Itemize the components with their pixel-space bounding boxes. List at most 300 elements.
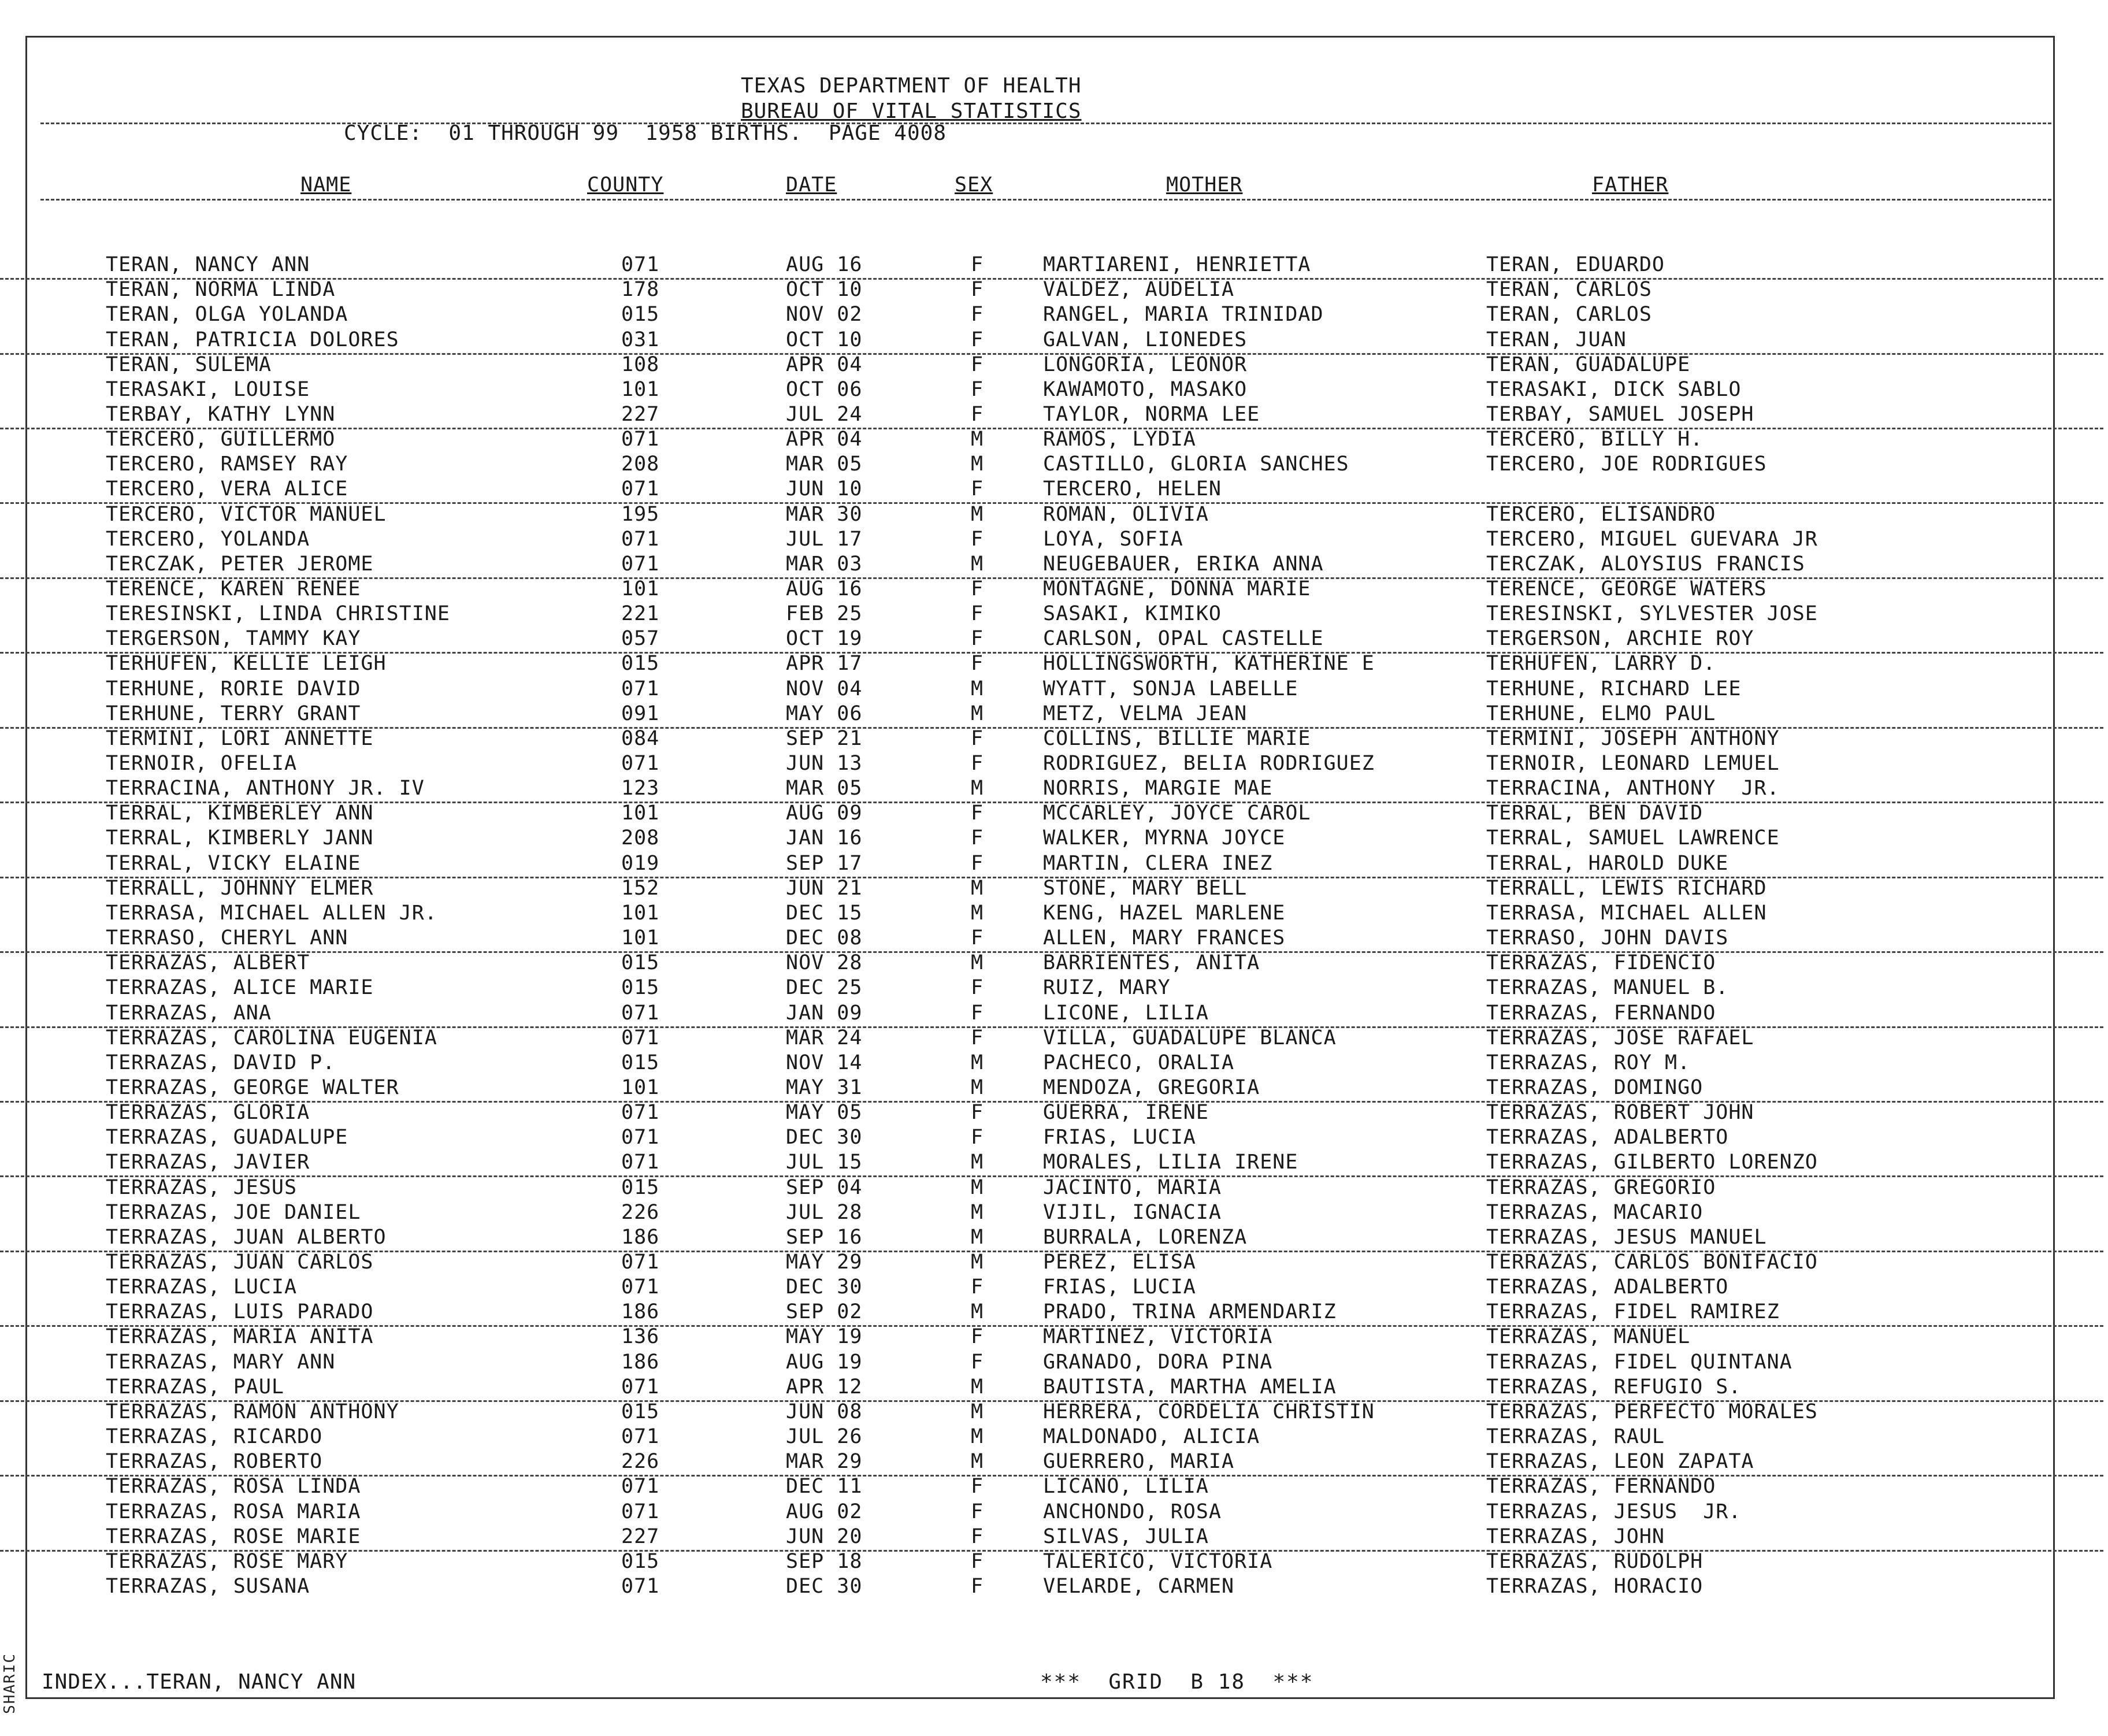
cell-name: TERNOIR, OFELIA [106,752,298,775]
cell-sex: F [971,851,984,875]
cell-county: 057 [621,627,660,651]
cell-date: MAR 03 [786,552,863,576]
cell-name: TERAN, PATRICIA DOLORES [106,328,399,351]
cell-sex: F [971,1101,984,1125]
cell-sex: M [971,1251,984,1274]
cell-father: TERHUNE, ELMO PAUL [1486,702,1716,725]
cell-sex: F [971,278,984,302]
cell-sex: M [971,1225,984,1249]
cell-county: 227 [621,402,660,426]
cell-date: DEC 15 [786,901,863,925]
cell-father: TERASAKI, DICK SABLO [1486,377,1742,401]
table-row [0,403,2103,429]
cell-mother: HOLLINGSWORTH, KATHERINE E [1043,652,1375,676]
cell-sex: F [971,602,984,626]
cell-name: TERRAZAS, JUAN CARLOS [106,1251,374,1274]
cell-county: 071 [621,253,660,276]
cell-sex: M [971,1450,984,1474]
cell-date: SEP 18 [786,1549,863,1573]
table-row [0,1051,2103,1076]
cell-sex: F [971,1275,984,1299]
cell-father: TERRAZAS, JOHN [1486,1524,1665,1548]
table-row [0,1500,2103,1525]
cell-mother: TERCERO, HELEN [1043,477,1222,501]
table-row [0,1425,2103,1450]
cell-county: 071 [621,1500,660,1523]
cell-sex: M [971,452,984,476]
cell-father: TERAN, CARLOS [1486,278,1652,302]
cell-county: 084 [621,726,660,750]
column-header-date: DATE [786,173,837,196]
cell-father: TERRAZAS, CARLOS BONIFACIO [1486,1251,1818,1274]
cell-date: JUL 26 [786,1425,863,1449]
cell-name: TERRAZAS, GEORGE WALTER [106,1076,399,1099]
cell-name: TERAN, SULEMA [106,353,272,376]
cell-date: JAN 09 [786,1001,863,1025]
cell-name: TERRAZAS, SUSANA [106,1574,310,1598]
cell-county: 221 [621,602,660,626]
cell-sex: M [971,428,984,451]
cell-county: 071 [621,1574,660,1598]
table-row [0,727,2103,752]
cell-mother: LICONE, LILIA [1043,1001,1209,1025]
cell-name: TERRAZAS, JOE DANIEL [106,1200,361,1224]
cell-name: TERRAZAS, ALICE MARIE [106,976,374,1000]
cell-county: 071 [621,1475,660,1498]
cell-mother: WALKER, MYRNA JOYCE [1043,826,1286,850]
cell-date: AUG 16 [786,577,863,600]
cell-mother: RAMOS, LYDIA [1043,428,1196,451]
cell-father: TERCERO, MIGUEL GUEVARA JR [1486,527,1818,551]
cell-mother: RUIZ, MARY [1043,976,1171,1000]
cell-father: TERNOIR, LEONARD LEMUEL [1486,752,1780,775]
cell-father: TERRAZAS, RAUL [1486,1425,1665,1449]
table-row [0,777,2103,803]
cell-mother: GRANADO, DORA PINA [1043,1350,1273,1374]
cell-county: 071 [621,1101,660,1125]
cell-sex: F [971,802,984,825]
cell-father: TERHUNE, RICHARD LEE [1486,677,1742,700]
cell-name: TERCZAK, PETER JEROME [106,552,374,576]
cell-name: TERRAZAS, ALBERT [106,951,310,975]
cell-name: TERENCE, KAREN RENEE [106,577,361,600]
cell-date: OCT 06 [786,377,863,401]
cell-sex: M [971,901,984,925]
cell-date: NOV 02 [786,303,863,327]
table-row [0,826,2103,851]
cell-father: TERRAZAS, ROBERT JOHN [1486,1101,1754,1125]
cell-name: TERRAZAS, MARIA ANITA [106,1325,374,1349]
cell-mother: BAUTISTA, MARTHA AMELIA [1043,1375,1337,1399]
cell-name: TERRAZAS, ROBERTO [106,1450,323,1474]
cell-mother: MARTIN, CLERA INEZ [1043,851,1273,875]
cell-mother: MONTAGNE, DONNA MARIE [1043,577,1311,600]
cell-name: TERCERO, VERA ALICE [106,477,348,501]
cell-name: TERRAZAS, CAROLINA EUGENIA [106,1026,437,1049]
cell-county: 108 [621,353,660,376]
cell-sex: M [971,951,984,975]
cell-father: TERRAZAS, RUDOLPH [1486,1549,1704,1573]
cell-name: TERRAZAS, ROSA LINDA [106,1475,361,1498]
cell-father: TERRAZAS, GILBERTO LORENZO [1486,1151,1818,1174]
table-row [0,677,2103,702]
table-row [0,328,2103,355]
cell-name: TERRAZAS, GUADALUPE [106,1126,348,1149]
cell-mother: VILLA, GUADALUPE BLANCA [1043,1026,1337,1049]
cell-mother: RODRIGUEZ, BELIA RODRIGUEZ [1043,752,1375,775]
cell-county: 208 [621,452,660,476]
cell-mother: PRADO, TRINA ARMENDARIZ [1043,1300,1337,1324]
cell-name: TERRAZAS, RAMON ANTHONY [106,1400,399,1423]
cell-sex: F [971,377,984,401]
cell-mother: GALVAN, LIONEDES [1043,328,1248,351]
cell-mother: MENDOZA, GREGORIA [1043,1076,1260,1099]
cell-date: DEC 25 [786,976,863,1000]
cell-sex: F [971,627,984,651]
cell-name: TERCERO, RAMSEY RAY [106,452,348,476]
cell-mother: MCCARLEY, JOYCE CAROL [1043,802,1311,825]
cell-father: TERCERO, ELISANDRO [1486,502,1716,526]
cell-mother: FRIAS, LUCIA [1043,1126,1196,1149]
cell-sex: F [971,1350,984,1374]
cell-father: TERRAZAS, MACARIO [1486,1200,1704,1224]
cell-father: TERRAZAS, JESUS JR. [1486,1500,1742,1523]
cell-date: MAY 29 [786,1251,863,1274]
cell-date: JUN 08 [786,1400,863,1423]
cell-county: 071 [621,1375,660,1399]
cell-mother: ANCHONDO, ROSA [1043,1500,1222,1523]
table-row [0,253,2103,280]
cell-father: TERCZAK, ALOYSIUS FRANCIS [1486,552,1805,576]
cell-father: TERMINI, JOSEPH ANTHONY [1486,726,1780,750]
cell-father: TERRAZAS, ADALBERTO [1486,1275,1729,1299]
cell-sex: F [971,752,984,775]
cell-father: TERRAL, BEN DAVID [1486,802,1704,825]
cell-date: MAY 19 [786,1325,863,1349]
header-subtitle: BUREAU OF VITAL STATISTICS [741,99,1082,123]
side-label: SHARIC [1,1653,18,1714]
cell-date: JUN 13 [786,752,863,775]
cell-name: TERRAZAS, JESUS [106,1175,298,1199]
cell-name: TERRACINA, ANTHONY JR. IV [106,777,425,800]
cell-sex: F [971,1026,984,1049]
cell-mother: PEREZ, ELISA [1043,1251,1196,1274]
cell-county: 071 [621,428,660,451]
table-row [0,1525,2103,1552]
cell-county: 071 [621,1425,660,1449]
cell-name: TERRAZAS, DAVID P. [106,1051,336,1074]
cell-county: 208 [621,826,660,850]
table-row [0,1275,2103,1300]
cell-sex: F [971,976,984,1000]
table-row [0,278,2103,303]
cell-mother: LOYA, SOFIA [1043,527,1183,551]
cell-sex: F [971,1126,984,1149]
table-row [0,303,2103,328]
table-row [0,528,2103,552]
table-row [0,1375,2103,1402]
cell-date: AUG 19 [786,1350,863,1374]
cell-county: 071 [621,527,660,551]
cell-county: 101 [621,802,660,825]
cell-mother: STONE, MARY BELL [1043,876,1248,900]
cell-mother: BURRALA, LORENZA [1043,1225,1248,1249]
cell-county: 015 [621,1051,660,1074]
table-row [0,1076,2103,1103]
cell-date: OCT 10 [786,328,863,351]
cell-father: TERRASO, JOHN DAVIS [1486,926,1729,949]
cell-mother: KENG, HAZEL MARLENE [1043,901,1286,925]
cell-county: 227 [621,1524,660,1548]
cell-father: TERRAZAS, FIDENCIO [1486,951,1716,975]
cell-mother: NORRIS, MARGIE MAE [1043,777,1273,800]
cell-sex: M [971,1076,984,1099]
cell-father: TERRAZAS, HORACIO [1486,1574,1704,1598]
cell-sex: F [971,826,984,850]
table-row [0,1201,2103,1226]
cell-date: AUG 16 [786,253,863,276]
cell-sex: F [971,1325,984,1349]
cell-date: DEC 30 [786,1574,863,1598]
cell-county: 136 [621,1325,660,1349]
cell-name: TERRAZAS, JUAN ALBERTO [106,1225,387,1249]
table-row [0,378,2103,403]
cell-name: TERRAZAS, JAVIER [106,1151,310,1174]
cell-date: MAY 31 [786,1076,863,1099]
cell-sex: M [971,702,984,725]
cell-mother: TALERICO, VICTORIA [1043,1549,1273,1573]
cell-sex: F [971,303,984,327]
cell-name: TERRALL, JOHNNY ELMER [106,876,374,900]
cell-sex: M [971,502,984,526]
column-header-county: COUNTY [587,173,664,196]
cell-name: TERCERO, VICTOR MANUEL [106,502,387,526]
table-row [0,503,2103,528]
cell-county: 015 [621,652,660,676]
cell-sex: F [971,253,984,276]
cell-county: 091 [621,702,660,725]
cell-sex: M [971,1375,984,1399]
cell-county: 071 [621,1275,660,1299]
cell-mother: SILVAS, JULIA [1043,1524,1209,1548]
cell-sex: F [971,1001,984,1025]
cell-sex: F [971,1574,984,1598]
cell-mother: MORALES, LILIA IRENE [1043,1151,1298,1174]
cell-sex: M [971,1051,984,1074]
table-row [0,1450,2103,1477]
table-row [0,1325,2103,1350]
cell-father: TERRAZAS, ROY M. [1486,1051,1691,1074]
cell-mother: MARTINEZ, VICTORIA [1043,1325,1273,1349]
cell-father: TERRAZAS, DOMINGO [1486,1076,1704,1099]
table-row [0,1026,2103,1051]
cell-date: APR 12 [786,1375,863,1399]
cell-county: 031 [621,328,660,351]
cell-date: OCT 19 [786,627,863,651]
cell-date: APR 17 [786,652,863,676]
cell-name: TERRAZAS, ANA [106,1001,272,1025]
cell-sex: F [971,1549,984,1573]
cell-name: TERASAKI, LOUISE [106,377,310,401]
cell-mother: HERRERA, CORDELIA CHRISTIN [1043,1400,1375,1423]
cell-county: 226 [621,1200,660,1224]
cell-name: TERRAZAS, ROSA MARIA [106,1500,361,1523]
cell-mother: MARTIARENI, HENRIETTA [1043,253,1311,276]
cell-name: TERGERSON, TAMMY KAY [106,627,361,651]
cell-sex: M [971,677,984,700]
cell-name: TERAN, OLGA YOLANDA [106,303,348,327]
cell-date: JUL 15 [786,1151,863,1174]
cell-mother: LICANO, LILIA [1043,1475,1209,1498]
cell-name: TERBAY, KATHY LYNN [106,402,336,426]
cell-name: TERRAL, KIMBERLEY ANN [106,802,374,825]
cell-name: TERRAZAS, MARY ANN [106,1350,336,1374]
cell-mother: JACINTO, MARIA [1043,1175,1222,1199]
cell-mother: TAYLOR, NORMA LEE [1043,402,1260,426]
cell-father: TERRAZAS, ADALBERTO [1486,1126,1729,1149]
cell-name: TERRAZAS, ROSE MARY [106,1549,348,1573]
cell-date: APR 04 [786,353,863,376]
cell-father: TERRAZAS, GREGORIO [1486,1175,1716,1199]
cell-mother: GUERRERO, MARIA [1043,1450,1235,1474]
cell-name: TERRAZAS, ROSE MARIE [106,1524,361,1548]
cell-name: TERAN, NORMA LINDA [106,278,336,302]
cell-name: TERAN, NANCY ANN [106,253,310,276]
cell-name: TERCERO, YOLANDA [106,527,310,551]
cell-father: TERCERO, JOE RODRIGUES [1486,452,1767,476]
cell-name: TERHUNE, TERRY GRANT [106,702,361,725]
table-row [0,951,2103,976]
cell-sex: M [971,777,984,800]
cell-date: MAY 05 [786,1101,863,1125]
cell-sex: M [971,552,984,576]
cell-date: NOV 04 [786,677,863,700]
cell-sex: F [971,652,984,676]
cell-mother: PACHECO, ORALIA [1043,1051,1235,1074]
table-row [0,1101,2103,1126]
cell-mother: KAWAMOTO, MASAKO [1043,377,1248,401]
cell-sex: F [971,328,984,351]
cell-sex: F [971,402,984,426]
cell-name: TERRASO, CHERYL ANN [106,926,348,949]
cell-date: DEC 08 [786,926,863,949]
cell-father: TERRAZAS, FERNANDO [1486,1001,1716,1025]
cell-father: TERRAL, HAROLD DUKE [1486,851,1729,875]
table-row [0,452,2103,477]
cell-county: 015 [621,976,660,1000]
table-row [0,353,2103,378]
cell-mother: VALDEZ, AUDELIA [1043,278,1235,302]
table-row [0,1226,2103,1252]
cell-county: 101 [621,926,660,949]
cell-father: TERRAZAS, PERFECTO MORALES [1486,1400,1818,1423]
cell-date: MAR 05 [786,777,863,800]
cell-father: TERRAZAS, JESUS MANUEL [1486,1225,1767,1249]
cell-date: MAR 05 [786,452,863,476]
cell-date: JUL 28 [786,1200,863,1224]
cell-county: 015 [621,303,660,327]
table-row [0,428,2103,452]
cell-county: 195 [621,502,660,526]
column-header-rule [40,199,2051,201]
cell-mother: MALDONADO, ALICIA [1043,1425,1260,1449]
cell-mother: CARLSON, OPAL CASTELLE [1043,627,1324,651]
cell-father: TERRAZAS, FERNANDO [1486,1475,1716,1498]
cell-sex: F [971,577,984,600]
column-header-sex: SEX [955,173,993,196]
cell-name: TERRAZAS, LUCIA [106,1275,298,1299]
cell-date: AUG 02 [786,1500,863,1523]
footer-index: INDEX...TERAN, NANCY ANN [42,1670,357,1694]
cell-mother: LONGORIA, LEONOR [1043,353,1248,376]
cell-county: 071 [621,1126,660,1149]
cell-mother: ALLEN, MARY FRANCES [1043,926,1286,949]
cell-date: SEP 04 [786,1175,863,1199]
table-row [0,1575,2103,1600]
cell-county: 071 [621,1251,660,1274]
cell-father: TERRAZAS, LEON ZAPATA [1486,1450,1754,1474]
cell-name: TERRASA, MICHAEL ALLEN JR. [106,901,437,925]
cell-date: SEP 21 [786,726,863,750]
cell-date: JUN 20 [786,1524,863,1548]
cell-father: TERGERSON, ARCHIE ROY [1486,627,1754,651]
cell-name: TERRAZAS, LUIS PARADO [106,1300,374,1324]
table-row [0,752,2103,777]
cell-father: TERAN, GUADALUPE [1486,353,1691,376]
cell-mother: NEUGEBAUER, ERIKA ANNA [1043,552,1324,576]
cell-sex: F [971,1524,984,1548]
cell-father: TERCERO, BILLY H. [1486,428,1704,451]
cell-name: TERRAZAS, RICARDO [106,1425,323,1449]
cell-sex: F [971,1500,984,1523]
cell-county: 186 [621,1350,660,1374]
table-row [0,852,2103,878]
cell-name: TERRAZAS, PAUL [106,1375,285,1399]
cell-county: 101 [621,1076,660,1099]
cell-father: TERRALL, LEWIS RICHARD [1486,876,1767,900]
cell-mother: WYATT, SONJA LABELLE [1043,677,1298,700]
cell-name: TERRAZAS, GLORIA [106,1101,310,1125]
cell-name: TERHUFEN, KELLIE LEIGH [106,652,387,676]
cell-sex: M [971,1200,984,1224]
cell-date: DEC 30 [786,1126,863,1149]
cell-name: TERESINSKI, LINDA CHRISTINE [106,602,450,626]
table-row [0,877,2103,902]
cell-date: SEP 16 [786,1225,863,1249]
cell-name: TERCERO, GUILLERMO [106,428,336,451]
cell-father: TERHUFEN, LARRY D. [1486,652,1716,676]
cell-sex: F [971,726,984,750]
cell-mother: RANGEL, MARIA TRINIDAD [1043,303,1324,327]
cell-county: 071 [621,477,660,501]
cell-father: TERRACINA, ANTHONY JR. [1486,777,1780,800]
header-title: TEXAS DEPARTMENT OF HEALTH [741,74,1082,98]
table-row [0,1251,2103,1275]
cell-mother: CASTILLO, GLORIA SANCHES [1043,452,1349,476]
cell-county: 178 [621,278,660,302]
header-cycle: CYCLE: 01 THROUGH 99 1958 BIRTHS. PAGE 4008 [344,121,947,145]
cell-father: TERAN, EDUARDO [1486,253,1665,276]
cell-sex: M [971,1175,984,1199]
cell-county: 015 [621,1400,660,1423]
table-row [0,1001,2103,1028]
cell-father: TERRAZAS, JOSE RAFAEL [1486,1026,1754,1049]
table-row [0,902,2103,926]
cell-date: DEC 30 [786,1275,863,1299]
cell-sex: M [971,1151,984,1174]
cell-date: SEP 17 [786,851,863,875]
cell-date: JUL 17 [786,527,863,551]
